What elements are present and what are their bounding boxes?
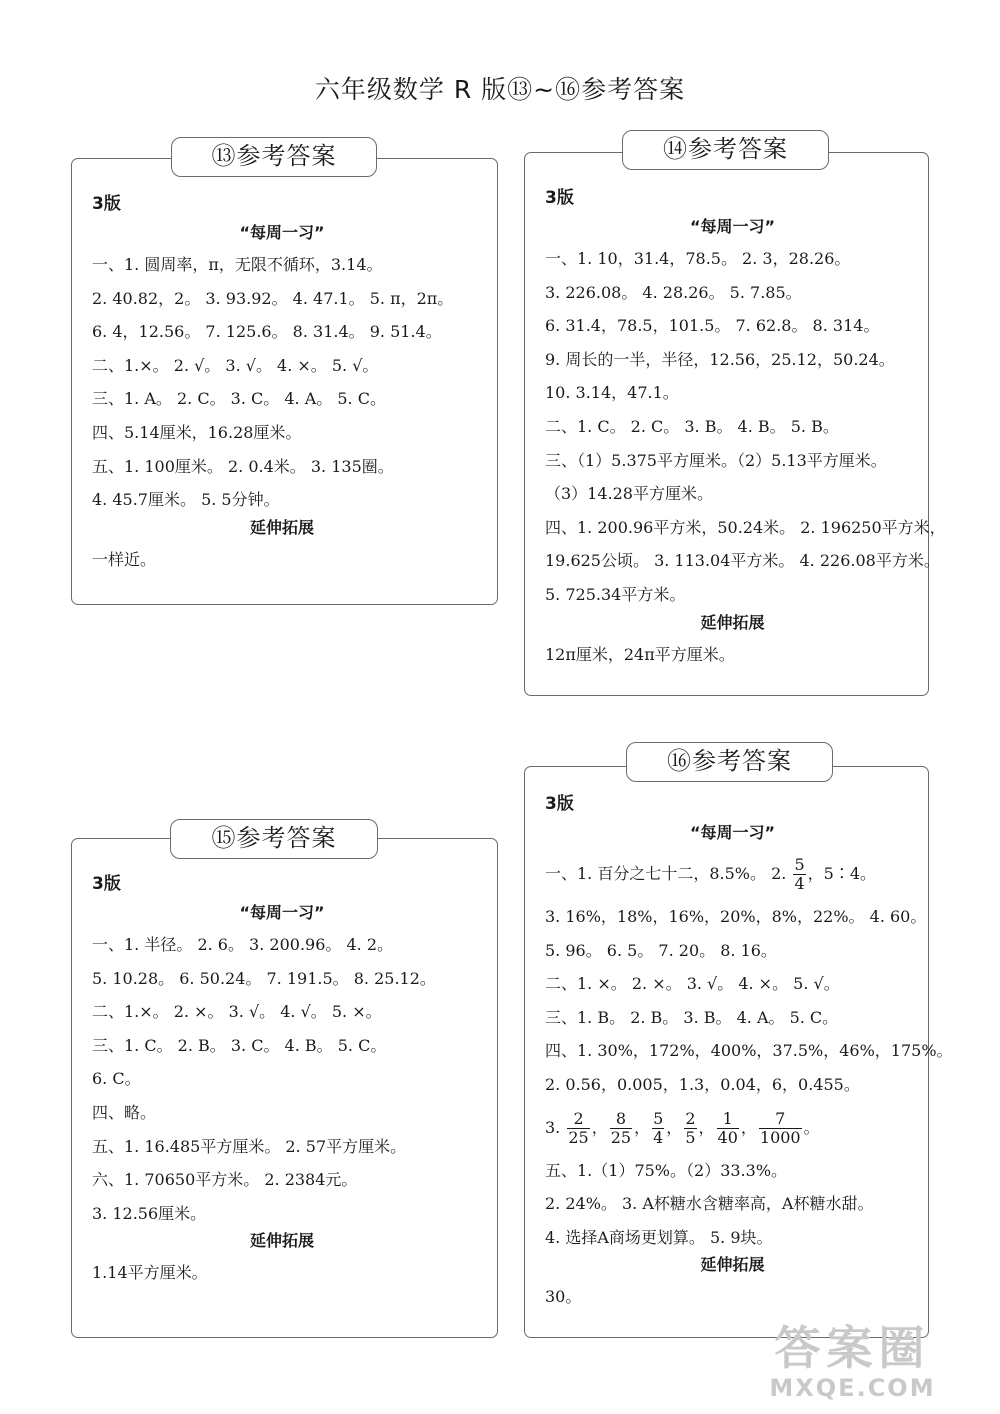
answer-line: 5. 10.28。 6. 50.24。 7. 191.5。 8. 25.12。 bbox=[92, 968, 436, 988]
answer-line: 3. 12.56厘米。 bbox=[92, 1203, 207, 1223]
version-label: 3版 bbox=[545, 794, 574, 814]
answer-line: 4. 45.7厘米。 5. 5分钟。 bbox=[92, 490, 280, 510]
answer-line: 五、1. 16.485平方厘米。 2. 57平方厘米。 bbox=[92, 1136, 407, 1156]
answer-line: 4. 选择A商场更划算。 5. 9块。 bbox=[545, 1227, 773, 1247]
answer-line: 3. 16%，18%，16%，20%，8%，22%。 4. 60。 bbox=[545, 907, 927, 926]
box-tab-13: ⑬参考答案 bbox=[171, 137, 377, 177]
fraction: $\frac{8}{25}$ bbox=[610, 1108, 632, 1147]
fraction: $\frac{7}{1000}$ bbox=[759, 1108, 801, 1147]
answer-line: 一、1. 10，31.4，78.5。 2. 3，28.26。 bbox=[545, 249, 851, 268]
answer-line: 四、略。 bbox=[92, 1102, 157, 1122]
fraction: $\frac{2}{25}$ bbox=[568, 1108, 589, 1147]
answer-line: 6. C。 bbox=[92, 1069, 141, 1089]
answer-line: 三、1. B。 2. B。 3. B。 4. A。 5. C。 bbox=[545, 1007, 839, 1027]
answer-text: 3. bbox=[545, 1117, 561, 1137]
answer-line: 四、1. 200.96平方米，50.24米。 2. 196250平方米， bbox=[545, 517, 946, 537]
extension-title: 延伸拓展 bbox=[700, 1255, 765, 1275]
site-watermark bbox=[745, 1322, 960, 1402]
answer-line: 2. 0.56，0.005，1.3，0.04，6，0.455。 bbox=[545, 1074, 860, 1094]
answer-box-13 bbox=[71, 158, 498, 605]
extension-title: 延伸拓展 bbox=[700, 612, 765, 632]
answer-line bbox=[545, 848, 928, 900]
answer-line: 三、1. A。 2. C。 3. C。 4. A。 5. C。 bbox=[92, 389, 386, 409]
answer-line: 2. 40.82，2。 3. 93.92。 4. 47.1。 5. π，2π。 bbox=[92, 288, 454, 308]
answer-line: 10. 3.14，47.1。 bbox=[545, 383, 679, 403]
fraction: $\frac{1}{40}$ bbox=[717, 1108, 738, 1147]
fraction: $\frac{5}{4}$ bbox=[653, 1108, 664, 1147]
section-subtitle: “每周一习” bbox=[239, 903, 325, 922]
answer-line: 6. 31.4，78.5，101.5。 7. 62.8。 8. 314。 bbox=[545, 316, 880, 336]
answer-line: （3）14.28平方厘米。 bbox=[545, 484, 713, 504]
answer-line: 三、（1）5.375平方厘米。（2）5.13平方厘米。 bbox=[545, 450, 887, 470]
extension-title: 延伸拓展 bbox=[249, 517, 314, 537]
box-tab-15: ⑮参考答案 bbox=[170, 819, 378, 859]
answer-line: 六、1. 70650平方米。 2. 2384元。 bbox=[92, 1170, 358, 1190]
section-subtitle: “每周一习” bbox=[689, 823, 776, 842]
answer-line: 二、1.×。 2. ×。 3. √。 4. √。 5. ×。 bbox=[92, 1002, 382, 1022]
answer-line: 3. 226.08。 4. 28.26。 5. 7.85。 bbox=[545, 282, 802, 302]
answer-line: 五、1. 100厘米。 2. 0.4米。 3. 135圈。 bbox=[92, 456, 394, 476]
fraction: $\frac{2}{5}$ bbox=[685, 1108, 696, 1147]
box-tab-16: ⑯参考答案 bbox=[626, 742, 833, 782]
answer-line: 3. $\frac{2}{25}$ ， $\frac{8}{25}$ ， $\frac{5}{4}$ ， $\frac{2}{5}$ ， $\frac{1}{40}$ ， $\frac{7}{1000}$ 。 bbox=[545, 1108, 820, 1147]
answer-line: 9. 周长的一半，半径，12.56，25.12，50.24。 bbox=[545, 349, 895, 369]
version-label: 3版 bbox=[92, 874, 121, 894]
version-label: 3版 bbox=[545, 188, 574, 208]
extension-title: 延伸拓展 bbox=[249, 1231, 314, 1251]
answer-line: 二、1.×。 2. √。 3. √。 4. ×。 5. √。 bbox=[92, 355, 379, 375]
answer-line: 四、1. 30%，172%，400%，37.5%，46%，175%。 bbox=[545, 1041, 953, 1061]
fraction: $\frac{5}{4}$ bbox=[794, 855, 805, 893]
extension-answer: 12π厘米，24π平方厘米。 bbox=[545, 644, 735, 664]
extension-answer: 一样近。 bbox=[92, 549, 157, 569]
answer-line: 5. 96。 6. 5。 7. 20。 8. 16。 bbox=[545, 940, 777, 960]
answer-line: 三、1. C。 2. B。 3. C。 4. B。 5. C。 bbox=[92, 1035, 387, 1055]
box-tab-14: ⑭参考答案 bbox=[622, 130, 829, 170]
answer-box-16 bbox=[524, 766, 953, 1338]
answer-line: 2. 24%。 3. A杯糖水含糖率高，A杯糖水甜。 bbox=[545, 1194, 874, 1214]
extension-answer: 30。 bbox=[545, 1287, 582, 1307]
answer-line: 一、1. 半径。 2. 6。 3. 200.96。 4. 2。 bbox=[92, 935, 394, 954]
answer-box-15 bbox=[71, 838, 498, 1338]
answer-line: 五、1.（1）75%。（2）33.3%。 bbox=[545, 1160, 788, 1180]
answer-line: 一、1. 圆周率，π，无限不循环，3.14。 bbox=[92, 255, 383, 274]
watermark-url: MXQE.COM bbox=[769, 1374, 936, 1402]
answer-line: 19.625公顷。 3. 113.04平方米。 4. 226.08平方米。 bbox=[545, 551, 940, 571]
version-label: 3版 bbox=[92, 194, 121, 214]
answer-box-14 bbox=[524, 152, 946, 696]
answer-line: 二、1. C。 2. C。 3. B。 4. B。 5. B。 bbox=[545, 416, 839, 436]
extension-answer: 1.14平方厘米。 bbox=[92, 1263, 208, 1283]
watermark-logo-text: 答案圈 bbox=[774, 1321, 931, 1375]
section-subtitle: “每周一习” bbox=[239, 223, 325, 242]
section-subtitle: “每周一习” bbox=[689, 217, 776, 236]
page-title: 六年级数学 R 版⑬~⑯参考答案 bbox=[314, 75, 686, 104]
answer-line: 5. 725.34平方米。 bbox=[545, 584, 686, 604]
answer-line: 四、5.14厘米，16.28厘米。 bbox=[92, 422, 302, 442]
answer-line: 二、1. ×。 2. ×。 3. √。 4. ×。 5. √。 bbox=[545, 974, 840, 994]
answer-line: 6. 4，12.56。 7. 125.6。 8. 31.4。 9. 51.4。 bbox=[92, 322, 442, 342]
answer-text: ，5∶4。 bbox=[807, 864, 877, 883]
answer-text: 一、1. 百分之七十二，8.5%。 2. bbox=[545, 864, 787, 883]
